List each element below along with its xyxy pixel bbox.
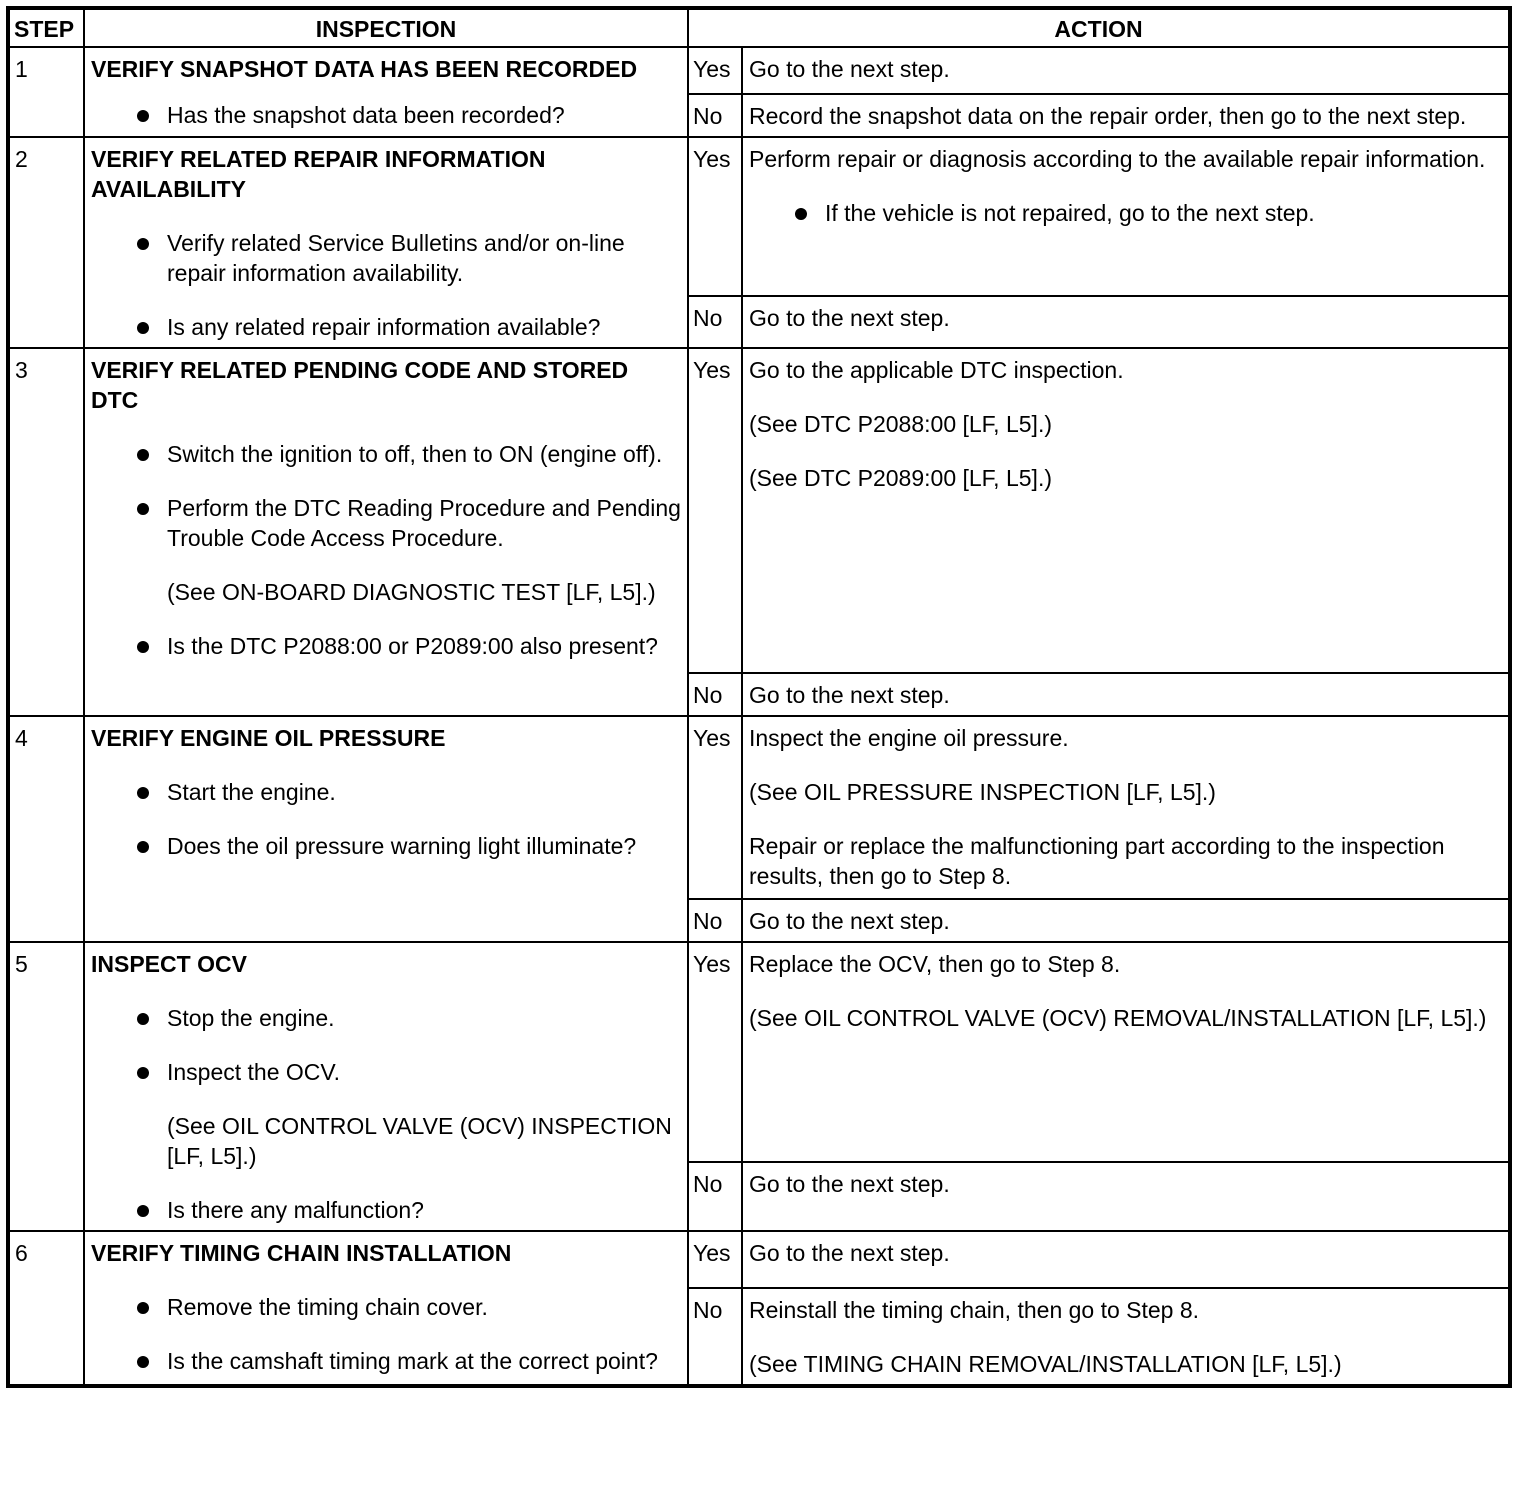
inspection-item: Is the camshaft timing mark at the correct point?: [91, 1346, 681, 1376]
no-label: No: [688, 1162, 742, 1231]
action-column-header: ACTION: [688, 8, 1510, 47]
yes-action: [742, 348, 1510, 673]
no-action: [742, 296, 1510, 348]
inspection-item: Remove the timing chain cover.: [91, 1292, 681, 1322]
step-5-inspection: [84, 942, 688, 1231]
yes-label: Yes: [688, 47, 742, 94]
step-6-yes-row: [8, 1231, 1510, 1288]
action-text: Go to the next step.: [749, 56, 950, 82]
step-2-inspection: [84, 137, 688, 348]
step-number: 4: [8, 716, 84, 942]
yes-label: Yes: [688, 716, 742, 899]
step-1-inspection: [84, 47, 688, 137]
inspection-item: Start the engine.: [91, 777, 681, 807]
action-reference: (See DTC P2088:00 [LF, L5].): [749, 411, 1052, 437]
diagnostic-table: [6, 6, 1512, 1388]
yes-label: Yes: [688, 1231, 742, 1288]
step-3-inspection: [84, 348, 688, 716]
no-label: No: [688, 94, 742, 137]
step-number: 6: [8, 1231, 84, 1386]
yes-action: [742, 137, 1510, 296]
yes-action: [742, 1231, 1510, 1288]
inspection-item: Is any related repair information available?: [91, 312, 681, 342]
action-bullet: If the vehicle is not repaired, go to the next step.: [749, 198, 1502, 228]
no-action: [742, 899, 1510, 942]
action-text: Go to the applicable DTC inspection.: [749, 357, 1124, 383]
inspection-column-header: INSPECTION: [84, 8, 688, 47]
action-text: Inspect the engine oil pressure.: [749, 725, 1069, 751]
action-text: Go to the next step.: [749, 1240, 950, 1266]
action-reference: (See TIMING CHAIN REMOVAL/INSTALLATION [LF, L5].): [749, 1351, 1342, 1377]
step-title: INSPECT OCV: [91, 951, 247, 977]
action-text: Perform repair or diagnosis according to the available repair information.: [749, 146, 1486, 172]
action-text: Repair or replace the malfunctioning part according to the inspection results, then go to Step 8.: [749, 833, 1445, 889]
no-action: [742, 1162, 1510, 1231]
inspection-item: Switch the ignition to off, then to ON (engine off).: [91, 439, 681, 469]
step-3-yes-row: [8, 348, 1510, 673]
no-label: No: [688, 673, 742, 716]
no-action: [742, 1288, 1510, 1386]
action-text: Go to the next step.: [749, 908, 950, 934]
yes-action: [742, 47, 1510, 94]
step-number: 2: [8, 137, 84, 348]
action-text: Go to the next step.: [749, 682, 950, 708]
inspection-item: Perform the DTC Reading Procedure and Pending Trouble Code Access Procedure.: [91, 493, 681, 553]
action-reference: (See DTC P2089:00 [LF, L5].): [749, 465, 1052, 491]
step-number: 5: [8, 942, 84, 1231]
no-label: No: [688, 899, 742, 942]
header-row: [8, 8, 1510, 47]
inspection-item: Verify related Service Bulletins and/or on-line repair information availability.: [91, 228, 681, 288]
yes-label: Yes: [688, 942, 742, 1162]
step-number: 1: [8, 47, 84, 137]
inspection-item: Does the oil pressure warning light illuminate?: [91, 831, 681, 861]
step-column-header: STEP: [8, 8, 84, 47]
step-number: 3: [8, 348, 84, 716]
inspection-item: Stop the engine.: [91, 1003, 681, 1033]
action-text: Go to the next step.: [749, 1171, 950, 1197]
step-1-yes-row: [8, 47, 1510, 94]
step-2-yes-row: [8, 137, 1510, 296]
step-title: VERIFY RELATED REPAIR INFORMATION AVAILABILITY: [91, 146, 546, 202]
action-reference: (See OIL CONTROL VALVE (OCV) REMOVAL/INSTALLATION [LF, L5].): [749, 1005, 1487, 1031]
step-title: VERIFY ENGINE OIL PRESSURE: [91, 725, 446, 751]
action-text: Go to the next step.: [749, 305, 950, 331]
action-text: Replace the OCV, then go to Step 8.: [749, 951, 1121, 977]
yes-action: [742, 942, 1510, 1162]
inspection-reference: (See ON-BOARD DIAGNOSTIC TEST [LF, L5].): [167, 579, 656, 605]
inspection-item: Has the snapshot data been recorded?: [91, 100, 681, 130]
action-text: Reinstall the timing chain, then go to Step 8.: [749, 1297, 1200, 1323]
step-title: VERIFY RELATED PENDING CODE AND STORED DTC: [91, 357, 629, 413]
inspection-item: Is there any malfunction?: [91, 1195, 681, 1225]
step-title: VERIFY SNAPSHOT DATA HAS BEEN RECORDED: [91, 56, 638, 82]
inspection-item: Is the DTC P2088:00 or P2089:00 also present?: [91, 631, 681, 661]
inspection-reference: (See OIL CONTROL VALVE (OCV) INSPECTION [LF, L5].): [167, 1113, 672, 1169]
no-label: No: [688, 1288, 742, 1386]
no-action: [742, 673, 1510, 716]
yes-label: Yes: [688, 137, 742, 296]
step-4-yes-row: [8, 716, 1510, 899]
yes-label: Yes: [688, 348, 742, 673]
diagnostic-procedure-document: [6, 6, 1508, 1388]
inspection-item: Inspect the OCV.: [91, 1057, 681, 1087]
step-6-inspection: [84, 1231, 688, 1386]
no-label: No: [688, 296, 742, 348]
step-title: VERIFY TIMING CHAIN INSTALLATION: [91, 1240, 512, 1266]
yes-action: [742, 716, 1510, 899]
action-text: Record the snapshot data on the repair order, then go to the next step.: [749, 103, 1467, 129]
action-reference: (See OIL PRESSURE INSPECTION [LF, L5].): [749, 779, 1216, 805]
no-action: [742, 94, 1510, 137]
step-4-inspection: [84, 716, 688, 942]
step-5-yes-row: [8, 942, 1510, 1162]
